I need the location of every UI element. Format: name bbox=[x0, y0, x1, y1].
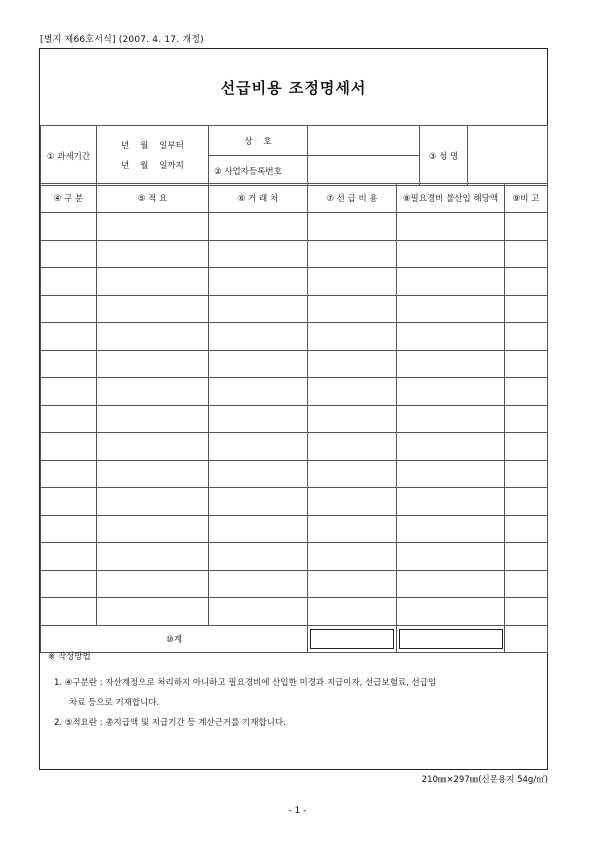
table-cell[interactable] bbox=[41, 460, 97, 488]
table-cell[interactable] bbox=[505, 405, 548, 433]
period-range bbox=[97, 126, 209, 186]
table-cell[interactable] bbox=[41, 240, 97, 268]
table-cell[interactable] bbox=[209, 240, 308, 268]
table-cell[interactable] bbox=[41, 433, 97, 461]
table-row bbox=[41, 515, 548, 543]
period-label: ① 과세기간 bbox=[41, 126, 97, 186]
table-row bbox=[41, 405, 548, 433]
instructions bbox=[48, 647, 541, 733]
title-area bbox=[40, 49, 547, 126]
table-cell[interactable] bbox=[397, 488, 505, 516]
table-cell[interactable] bbox=[505, 570, 548, 598]
table-cell[interactable] bbox=[308, 598, 397, 626]
company-label: 상 호 bbox=[209, 126, 308, 156]
table-cell[interactable] bbox=[41, 570, 97, 598]
table-cell[interactable] bbox=[41, 515, 97, 543]
instruction-1-cont: 차료 등으로 기재합니다. bbox=[69, 698, 160, 708]
table-cell[interactable] bbox=[505, 323, 548, 351]
page-number: - 1 - bbox=[288, 806, 307, 816]
table-cell[interactable] bbox=[397, 433, 505, 461]
col-header-vendor: ⑥ 거 래 처 bbox=[209, 184, 308, 213]
table-cell[interactable] bbox=[505, 378, 548, 406]
table-cell[interactable] bbox=[397, 323, 505, 351]
table-cell[interactable] bbox=[397, 405, 505, 433]
table-cell[interactable] bbox=[308, 268, 397, 296]
table-cell[interactable] bbox=[209, 213, 308, 241]
table-cell[interactable] bbox=[97, 488, 209, 516]
table-row bbox=[41, 598, 548, 626]
table-row bbox=[41, 268, 548, 296]
table-cell[interactable] bbox=[308, 240, 397, 268]
table-cell[interactable] bbox=[41, 598, 97, 626]
table-cell[interactable] bbox=[505, 433, 548, 461]
table-cell[interactable] bbox=[41, 213, 97, 241]
name-value[interactable] bbox=[468, 126, 548, 186]
table-cell[interactable] bbox=[308, 405, 397, 433]
table-cell[interactable] bbox=[209, 598, 308, 626]
table-cell[interactable] bbox=[505, 350, 548, 378]
table-row bbox=[41, 350, 548, 378]
table-cell[interactable] bbox=[97, 213, 209, 241]
table-cell[interactable] bbox=[308, 213, 397, 241]
table-cell[interactable] bbox=[505, 515, 548, 543]
table-cell[interactable] bbox=[41, 405, 97, 433]
table-cell[interactable] bbox=[397, 598, 505, 626]
col-header-nondeductible: ⑧필요경비 불산입 해당액 bbox=[397, 184, 505, 213]
table-cell[interactable] bbox=[209, 488, 308, 516]
table-cell[interactable] bbox=[505, 488, 548, 516]
table-cell[interactable] bbox=[97, 460, 209, 488]
table-cell[interactable] bbox=[308, 543, 397, 571]
table-cell[interactable] bbox=[209, 515, 308, 543]
table-cell[interactable] bbox=[41, 488, 97, 516]
table-cell[interactable] bbox=[97, 570, 209, 598]
company-value[interactable] bbox=[308, 126, 420, 156]
table-cell[interactable] bbox=[209, 323, 308, 351]
info-table bbox=[40, 125, 548, 186]
table-cell[interactable] bbox=[397, 543, 505, 571]
total-label: ⑩계 bbox=[41, 625, 308, 653]
table-cell[interactable] bbox=[97, 543, 209, 571]
form-sheet bbox=[39, 48, 548, 770]
table-cell[interactable] bbox=[505, 598, 548, 626]
table-cell[interactable] bbox=[397, 515, 505, 543]
table-cell[interactable] bbox=[308, 350, 397, 378]
form-number: [별지 제66호서식] (2007. 4. 17. 개정) bbox=[40, 35, 204, 45]
table-cell[interactable] bbox=[209, 543, 308, 571]
period-from: 년 월 일부터 bbox=[121, 140, 184, 151]
table-cell[interactable] bbox=[505, 543, 548, 571]
col-header-remarks: ⑨비 고 bbox=[505, 184, 548, 213]
table-row bbox=[41, 240, 548, 268]
table-cell[interactable] bbox=[397, 213, 505, 241]
table-cell[interactable] bbox=[209, 433, 308, 461]
table-cell[interactable] bbox=[397, 240, 505, 268]
col-header-description: ⑤ 적 요 bbox=[97, 184, 209, 213]
table-cell[interactable] bbox=[209, 460, 308, 488]
table-cell[interactable] bbox=[97, 515, 209, 543]
name-label: ③ 성 명 bbox=[420, 126, 468, 186]
table-cell[interactable] bbox=[308, 515, 397, 543]
instruction-2: 2. ⑤적요란 : 총지급액 및 지급기간 등 계산근거를 기재합니다. bbox=[54, 718, 286, 728]
table-row bbox=[41, 323, 548, 351]
table-cell[interactable] bbox=[97, 433, 209, 461]
table-cell[interactable] bbox=[505, 268, 548, 296]
table-cell[interactable] bbox=[97, 405, 209, 433]
table-cell[interactable] bbox=[97, 240, 209, 268]
table-cell[interactable] bbox=[209, 268, 308, 296]
table-cell[interactable] bbox=[97, 598, 209, 626]
paper-size: 210㎜×297㎜(신문용지 54g/㎡) bbox=[421, 775, 548, 785]
table-row bbox=[41, 543, 548, 571]
table-cell[interactable] bbox=[397, 295, 505, 323]
table-cell[interactable] bbox=[308, 295, 397, 323]
table-cell[interactable] bbox=[397, 460, 505, 488]
bizno-label: ② 사업자등록번호 bbox=[209, 156, 308, 186]
table-row bbox=[41, 378, 548, 406]
expense-table bbox=[40, 183, 548, 653]
table-cell[interactable] bbox=[209, 295, 308, 323]
table-cell[interactable] bbox=[308, 433, 397, 461]
table-cell[interactable] bbox=[505, 460, 548, 488]
instruction-1: 1. ④구분란 : 자산계정으로 처리하지 아니하고 필요경비에 산입한 미경과 지급이자, 선급보험료, 선급임 bbox=[54, 678, 437, 688]
table-cell[interactable] bbox=[41, 378, 97, 406]
table-cell[interactable] bbox=[308, 323, 397, 351]
bizno-value[interactable] bbox=[308, 156, 420, 186]
table-cell[interactable] bbox=[308, 460, 397, 488]
table-cell[interactable] bbox=[41, 295, 97, 323]
table-cell[interactable] bbox=[505, 213, 548, 241]
table-cell[interactable] bbox=[41, 268, 97, 296]
table-cell[interactable] bbox=[97, 323, 209, 351]
page-title: 선급비용 조정명세서 bbox=[220, 78, 367, 97]
table-cell[interactable] bbox=[97, 295, 209, 323]
table-cell[interactable] bbox=[209, 350, 308, 378]
table-cell[interactable] bbox=[41, 323, 97, 351]
col-header-category: ④ 구 분 bbox=[41, 184, 97, 213]
table-cell[interactable] bbox=[97, 378, 209, 406]
table-cell[interactable] bbox=[209, 405, 308, 433]
table-row bbox=[41, 488, 548, 516]
table-cell[interactable] bbox=[397, 268, 505, 296]
table-cell[interactable] bbox=[397, 570, 505, 598]
table-cell[interactable] bbox=[505, 295, 548, 323]
table-row bbox=[41, 433, 548, 461]
col-header-prepaid: ⑦ 선 급 비 용 bbox=[308, 184, 397, 213]
table-cell[interactable] bbox=[209, 378, 308, 406]
table-row bbox=[41, 213, 548, 241]
table-cell[interactable] bbox=[308, 488, 397, 516]
table-cell[interactable] bbox=[41, 543, 97, 571]
table-cell[interactable] bbox=[308, 378, 397, 406]
table-row bbox=[41, 460, 548, 488]
table-cell[interactable] bbox=[308, 570, 397, 598]
table-cell[interactable] bbox=[209, 570, 308, 598]
table-cell[interactable] bbox=[397, 350, 505, 378]
period-to: 년 월 일까지 bbox=[121, 160, 184, 171]
table-row bbox=[41, 570, 548, 598]
table-row bbox=[41, 295, 548, 323]
instructions-heading: ※ 작성방법 bbox=[48, 652, 91, 662]
table-cell[interactable] bbox=[97, 268, 209, 296]
table-cell[interactable] bbox=[97, 350, 209, 378]
table-cell[interactable] bbox=[505, 240, 548, 268]
table-cell[interactable] bbox=[41, 350, 97, 378]
table-cell[interactable] bbox=[397, 378, 505, 406]
